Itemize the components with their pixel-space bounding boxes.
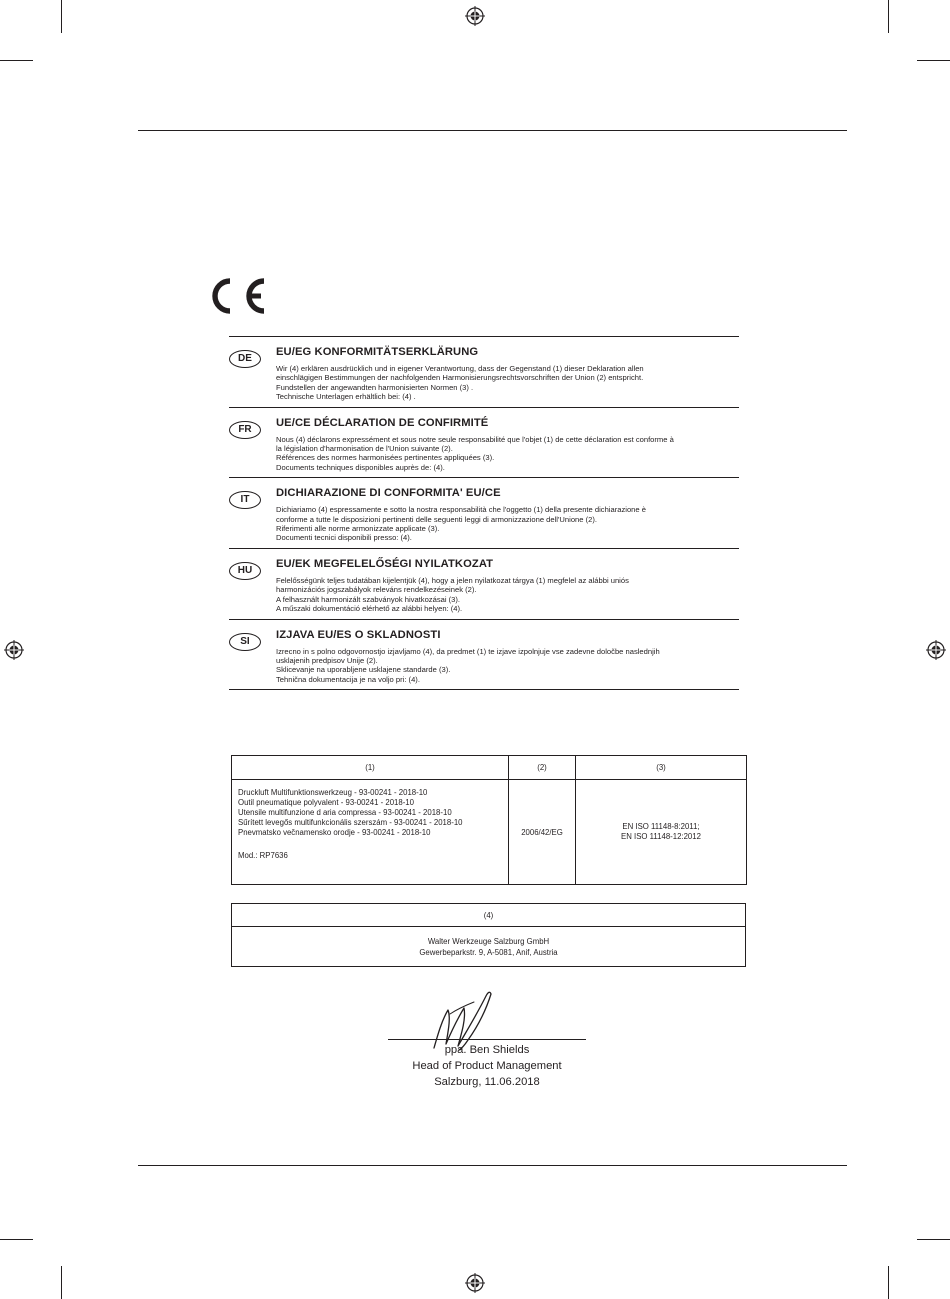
registration-mark-icon bbox=[926, 640, 946, 660]
table-header-cell: (4) bbox=[232, 904, 746, 927]
declaration-sections bbox=[229, 336, 739, 690]
product-name: Druckluft Multifunktionswerkzeug - 93-00241 - 2018-10 bbox=[238, 788, 428, 797]
product-model: Mod.: RP7636 bbox=[238, 851, 288, 861]
page-footer-rule bbox=[138, 1165, 847, 1166]
crop-mark bbox=[917, 1239, 950, 1240]
section-text-line: einschlägigen Bestimmungen der nachfolgenden Harmonisierungsrechtsvorschriften der Union (2) entspricht. bbox=[276, 373, 644, 383]
product-name: Pnevmatsko večnamensko orodje - 93-00241 - 2018-10 bbox=[238, 828, 431, 838]
crop-mark bbox=[61, 0, 62, 33]
table-header-cell: (2) bbox=[509, 756, 576, 780]
section-text-line: Wir (4) erklären ausdrücklich und in eigener Verantwortung, dass der Gegenstand (1) dieser Deklaration allen bbox=[276, 364, 644, 373]
section-title: DICHIARAZIONE DI CONFORMITA' EU/CE bbox=[276, 487, 501, 500]
table-header-cell: (3) bbox=[576, 756, 747, 780]
product-name: Utensile multifunzione d aria compressa - 93-00241 - 2018-10 bbox=[238, 808, 452, 818]
section-text-line: Felelősségünk teljes tudatában kijelentjük (4), hogy a jelen nyilatkozat tárgya (1) megfelel az alábbi uniós bbox=[276, 575, 629, 585]
standard-entry: EN ISO 11148-12:2012 bbox=[621, 832, 701, 841]
section-text-line: Documents techniques disponibles auprès de: (4). bbox=[276, 462, 445, 472]
signer-role: Head of Product Management bbox=[412, 1060, 562, 1072]
declaration-section-de bbox=[229, 336, 739, 407]
address-table bbox=[231, 903, 746, 967]
signer-block bbox=[387, 1042, 587, 1090]
signer-name: ppa. Ben Shields bbox=[444, 1044, 530, 1056]
language-badge: SI bbox=[229, 633, 261, 651]
table-header-cell: (1) bbox=[232, 756, 509, 780]
section-text-line: Fundstellen der angewandten harmonisierten Normen (3) . bbox=[276, 382, 474, 392]
address-cell bbox=[232, 927, 746, 967]
product-cell bbox=[232, 780, 509, 885]
language-badge: DE bbox=[229, 350, 261, 368]
section-title: EU/EK MEGFELELŐSÉGI NYILATKOZAT bbox=[276, 557, 494, 570]
declaration-section-it bbox=[229, 477, 739, 548]
section-title: IZJAVA EU/ES O SKLADNOSTI bbox=[276, 628, 441, 641]
directive-cell: 2006/42/EG bbox=[509, 780, 576, 885]
registration-mark-icon bbox=[465, 6, 485, 26]
product-name: Outil pneumatique polyvalent - 93-00241 - 2018-10 bbox=[238, 798, 414, 808]
section-title: UE/CE DÉCLARATION DE CONFIRMITÉ bbox=[276, 416, 489, 429]
product-table bbox=[231, 755, 747, 885]
crop-mark bbox=[0, 1239, 33, 1240]
section-text-line: conforme a tutte le disposizioni pertinenti delle seguenti leggi di armonizzazione dell'Unione (2). bbox=[276, 514, 597, 524]
section-text-line: Références des normes harmonisées pertinentes appliquées (3). bbox=[276, 453, 495, 463]
crop-mark bbox=[888, 1266, 889, 1299]
section-text-line: Tehnična dokumentacija je na voljo pri: (4). bbox=[276, 674, 420, 684]
standards-cell bbox=[576, 780, 747, 885]
registration-mark-icon bbox=[4, 640, 24, 660]
declaration-section-si bbox=[229, 619, 739, 691]
crop-mark bbox=[888, 0, 889, 33]
language-badge: FR bbox=[229, 421, 261, 439]
standard-entry: EN ISO 11148-8:2011; bbox=[622, 821, 700, 831]
crop-mark bbox=[917, 60, 950, 61]
crop-mark bbox=[0, 60, 33, 61]
registration-mark-icon bbox=[465, 1273, 485, 1293]
section-text-line: Technische Unterlagen erhältlich bei: (4) . bbox=[276, 392, 416, 402]
section-text-line: Documenti tecnici disponibili presso: (4). bbox=[276, 533, 412, 543]
section-text-line: A műszaki dokumentáció elérhető az alábbi helyen: (4). bbox=[276, 604, 463, 614]
declaration-section-hu bbox=[229, 548, 739, 619]
section-text-line: Sklicevanje na uporabljene usklajene standarde (3). bbox=[276, 665, 451, 675]
section-text-line: la législation d'harmonisation de l'Union suivante (2). bbox=[276, 444, 453, 454]
crop-mark bbox=[61, 1266, 62, 1299]
company-address: Gewerbeparkstr. 9, A-5081, Anif, Austria bbox=[419, 947, 558, 957]
signer-place-date: Salzburg, 11.06.2018 bbox=[434, 1076, 540, 1088]
page-header-rule bbox=[138, 130, 847, 131]
declaration-section-fr bbox=[229, 407, 739, 478]
section-text-line: A felhasznált harmonizált szabványok hivatkozásai (3). bbox=[276, 594, 461, 604]
section-title: EU/EG KONFORMITÄTSERKLÄRUNG bbox=[276, 346, 479, 358]
section-text-line: harmonizációs jogszabályok releváns rendelkezéseinek (2). bbox=[276, 585, 477, 595]
language-badge: IT bbox=[229, 491, 261, 509]
ce-mark-logo bbox=[205, 276, 265, 316]
section-text-line: Izrecno in s polno odgovornostjo izjavljamo (4), da predmet (1) te izjave izpolnjuje vse zadevne določbe naslednjih bbox=[276, 646, 660, 656]
signature-line bbox=[388, 1039, 586, 1040]
company-name: Walter Werkzeuge Salzburg GmbH bbox=[427, 936, 550, 946]
section-text-line: Dichiariamo (4) espressamente e sotto la nostra responsabilità che l'oggetto (1) della presente dichiarazione è bbox=[276, 505, 646, 515]
section-text-line: usklajenih predpisov Unije (2). bbox=[276, 655, 378, 665]
section-text-line: Nous (4) déclarons expressément et sous notre seule responsabilité que l'objet (1) de cette déclaration est conforme à bbox=[276, 434, 674, 444]
product-name: Sűrített levegős multifunkcionális szerszám - 93-00241 - 2018-10 bbox=[238, 818, 463, 828]
language-badge: HU bbox=[229, 562, 261, 580]
section-text-line: Riferimenti alle norme armonizzate applicate (3). bbox=[276, 524, 440, 534]
